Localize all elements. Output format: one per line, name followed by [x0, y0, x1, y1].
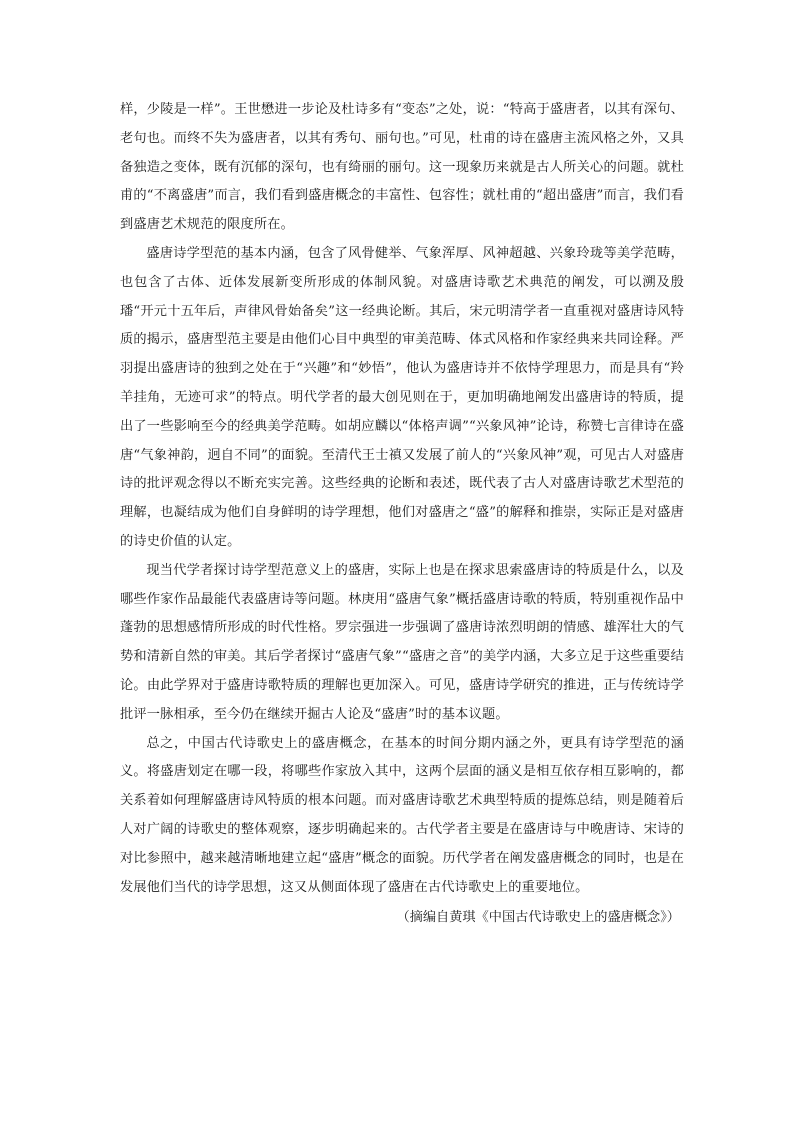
paragraph-4: 总之，中国古代诗歌史上的盛唐概念，在基本的时间分期内涵之外，更具有诗学型范的涵义。将盛唐划定在哪一段，将哪些作家放入其中，这两个层面的涵义是相互依存相互影响的，都关系着如何理解盛唐诗风特质的根本问题。而对盛唐诗歌艺术典型特质的提炼总结，则是随着后人对广阔的诗歌史的整体观察，逐步明确起来的。古代学者主要是在盛唐诗与中晚唐诗、宋诗的对比参照中，越来越清晰地建立起“盛唐”概念的面貌。历代学者在阐发盛唐概念的同时，也是在发展他们当代的诗学思想，这又从侧面体现了盛唐在古代诗歌史上的重要地位。: [120, 735, 684, 895]
paragraph-1: 样，少陵是一样”。王世懋进一步论及杜诗多有“变态”之处，说：“特高于盛唐者，以其有深句、老句也。而终不失为盛唐者，以其有秀句、丽句也。”可见，杜甫的诗在盛唐主流风格之外，又具备独造之变体，既有沉郁的深句，也有绮丽的丽句。这一现象历来就是古人所关心的问题。就杜甫的“不离盛唐”而言，我们看到盛唐概念的丰富性、包容性；就杜甫的“超出盛唐”而言，我们看到盛唐艺术规范的限度所在。: [120, 102, 684, 233]
document-page: [120, 96, 684, 933]
paragraph-3: 现当代学者探讨诗学型范意义上的盛唐，实际上也是在探求思索盛唐诗的特质是什么，以及哪些作家作品最能代表盛唐诗等问题。林庚用“盛唐气象”概括盛唐诗歌的特质，特别重视作品中蓬勃的思想感情所形成的时代性格。罗宗强进一步强调了盛唐诗浓烈明朗的情感、雄浑壮大的气势和清新自然的审美。其后学者探讨“盛唐气象”“盛唐之音”的美学内涵，大多立足于这些重要结论。由此学界对于盛唐诗歌特质的理解也更加深入。可见，盛唐诗学研究的推进，正与传统诗学批评一脉相承，至今仍在继续开掘古人论及“盛唐”时的基本议题。: [120, 562, 684, 722]
source-citation: （摘编自黄琪《中国古代诗歌史上的盛唐概念》）: [396, 910, 680, 926]
paragraph-2: 盛唐诗学型范的基本内涵，包含了风骨健举、气象浑厚、风神超越、兴象玲珑等美学范畴，也包含了古体、近体发展新变所形成的体制风貌。对盛唐诗歌艺术典范的阐发，可以溯及殷璠“开元十五年后，声律风骨始备矣”这一经典论断。其后，宋元明清学者一直重视对盛唐诗风特质的揭示，盛唐型范主要是由他们心目中典型的审美范畴、体式风格和作家经典来共同诠释。严羽提出盛唐诗的独到之处在于“兴趣”和“妙悟”，他认为盛唐诗并不依恃学理思力，而是具有“羚羊挂角，无迹可求”的特点。明代学者的最大创见则在于，更加明确地阐发出盛唐诗的特质，提出了一些影响至今的经典美学范畴。如胡应麟以“体格声调”“兴象风神”论诗，称赞七言律诗在盛唐“气象神韵，迥自不同”的面貌。至清代王士禛又发展了前人的“兴象风神”观，可见古人对盛唐诗的批评观念得以不断充实完善。这些经典的论断和表述，既代表了古人对盛唐诗歌艺术型范的理解，也凝结成为他们自身鲜明的诗学理想，他们对盛唐之“盛”的解释和推崇，实际正是对盛唐的诗史价值的认定。: [120, 245, 684, 549]
